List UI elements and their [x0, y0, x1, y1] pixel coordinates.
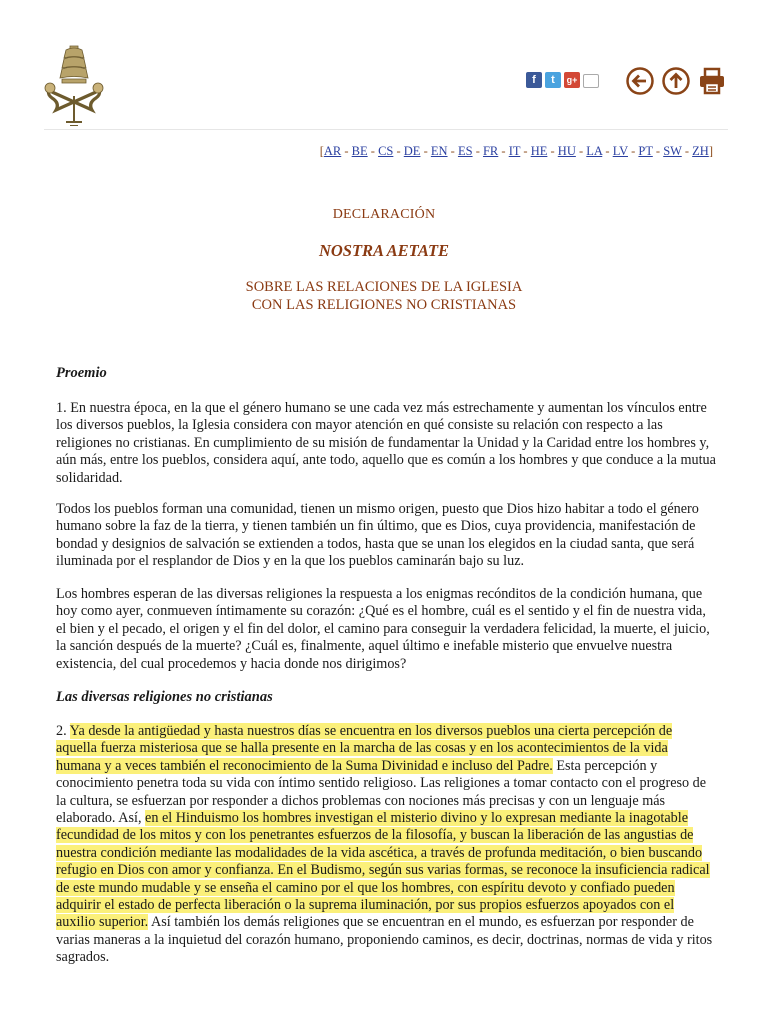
lang-link-lv[interactable]: LV [612, 144, 628, 158]
share-icons [526, 72, 599, 88]
header-divider [44, 129, 728, 130]
lang-link-hu[interactable]: HU [557, 144, 576, 158]
lang-link-la[interactable]: LA [586, 144, 603, 158]
lang-link-pt[interactable]: PT [638, 144, 653, 158]
up-arrow-icon[interactable] [661, 66, 691, 96]
document-type: DECLARACIÓN [332, 207, 436, 222]
document-subtitle-line1: SOBRE LAS RELACIONES DE LA IGLESIA [245, 279, 523, 295]
facebook-icon[interactable]: f [526, 72, 542, 88]
papal-crest-logo [40, 42, 108, 126]
lang-link-en[interactable]: EN [430, 144, 448, 158]
highlighted-text-2: en el Hinduismo los hombres investigan el misterio divino y lo expresan mediante la inagotable fecundidad de los mitos y con los penetrantes esfuerzos de la filosofía, y buscan la liberación de las angustias de nuestra condición mediante las modalidades de la vida ascética, a través de profunda meditación, o bien buscando refugio en Dios con amor y confianza. En el Budismo, según sus varias formas, se reconoce la insuficiencia radical de este mundo mudable y se enseña el camino por el que los hombres, con espíritu devoto y confiado pueden adquirir el estado de perfecta liberación o la suprema iluminación, por sus propios esfuerzos apoyados con el auxilio superior. [56, 810, 710, 931]
document-title: NOSTRA AETATE [318, 241, 450, 260]
googleplus-icon[interactable]: g+ [564, 72, 580, 88]
document-subtitle-line2: CON LAS RELIGIONES NO CRISTIANAS [251, 297, 517, 313]
lang-link-de[interactable]: DE [403, 144, 421, 158]
lang-link-ar[interactable]: AR [323, 144, 342, 158]
language-selector: [AR - BE - CS - DE - EN - ES - FR - IT - HE - HU - LA - LV - PT - SW - ZH] [319, 144, 713, 158]
paragraph-3: Los hombres esperan de las diversas religiones la respuesta a los enigmas recónditos de la condición humana, que hoy como ayer, conmueven íntimamente su corazón: ¿Qué es el hombre, cuál es el sentido y el fin de nuestra vida, el bien y el pecado, el origen y el fin del dolor, el camino para conseguir la verdadera felicidad, la muerte, el juicio, la sanción después de la muerte? ¿Cuál es, finalmente, aquel último e inefable misterio que envuelve nuestra existencia, del cual procedemos y hacia donde nos dirigimos? [56, 586, 710, 672]
print-icon[interactable] [697, 66, 727, 96]
page-header [0, 0, 768, 130]
paragraph-2: Todos los pueblos forman una comunidad, tienen un mismo origen, puesto que Dios hizo habitar a todo el género humano sobre la faz de la tierra, y tienen también un fin último, que es Dios, cuya providencia, manifestación de bondad y designios de salvación se extienden a todos, hasta que se unan los elegidos en la ciudad santa, que será iluminada por el resplandor de Dios y en la que los pueblos caminarán bajo su luz. [56, 501, 699, 570]
lang-link-be[interactable]: BE [351, 144, 368, 158]
lang-link-it[interactable]: IT [508, 144, 521, 158]
back-arrow-icon[interactable] [625, 66, 655, 96]
lang-link-he[interactable]: HE [530, 144, 548, 158]
lang-link-es[interactable]: ES [457, 144, 473, 158]
nav-icons [625, 66, 727, 96]
section-heading-diversas: Las diversas religiones no cristianas [56, 689, 273, 705]
lang-link-sw[interactable]: SW [663, 144, 682, 158]
email-icon[interactable] [583, 74, 599, 88]
twitter-icon[interactable]: t [545, 72, 561, 88]
paragraph-4: 2. Ya desde la antigüedad y hasta nuestros días se encuentra en los diversos pueblos una cierta percepción de aquella fuerza misteriosa que se halla presente en la marcha de las cosas y en los acontecimientos de la vida humana y a veces también el reconocimiento de la Suma Divinidad e incluso del Padre. Esta percepción y conocimiento penetra toda su vida con íntimo sentido religioso. Las religiones a tomar contacto con el progreso de la cultura, se esfuerzan por responder a dichos problemas con nociones más precisas y con un lenguaje más elaborado. Así, en el Hinduismo los hombres investigan el misterio divino y lo expresan mediante la inagotable fecundidad de los mitos y con los penetrantes esfuerzos de la filosofía, y buscan la liberación de las angustias de nuestra condición mediante las modalidades de la vida ascética, a través de profunda meditación, o bien buscando refugio en Dios con amor y confianza. En el Budismo, según sus varias formas, se reconoce la insuficiencia radical de este mundo mudable y se enseña el camino por el que los hombres, con espíritu devoto y confiado pueden adquirir el estado de perfecta liberación o la suprema iluminación, por sus propios esfuerzos apoyados con el auxilio superior. Así también los demás religiones que se encuentran en el mundo, es esfuerzan por responder de varias maneras a la inquietud del corazón humano, proponiendo caminos, es decir, doctrinas, normas de vida y ritos sagrados. [56, 723, 713, 966]
highlighted-text-1: Ya desde la antigüedad y hasta nuestros días se encuentra en los diversos pueblos una cierta percepción de aquella fuerza misteriosa que se halla presente en la marcha de las cosas y en los acontecimientos de la vida humana y a veces también el reconocimiento de la Suma Divinidad e incluso del Padre. [56, 723, 673, 774]
lang-link-zh[interactable]: ZH [692, 144, 709, 158]
paragraph-1: 1. En nuestra época, en la que el género humano se une cada vez más estrechamente y aumentan los vínculos entre los diversos pueblos, la Iglesia considera con mayor atención en qué consiste su relación con respecto a las religiones no cristianas. En cumplimiento de su misión de fundamentar la Unidad y la Caridad entre los hombres y, aún más, entre los pueblos, considera aquí, ante todo, aquello que es común a los hombres y que conduce a la mutua solidaridad. [56, 400, 716, 486]
lang-link-fr[interactable]: FR [482, 144, 499, 158]
section-heading-proemio: Proemio [56, 365, 107, 381]
lang-link-cs[interactable]: CS [378, 144, 394, 158]
